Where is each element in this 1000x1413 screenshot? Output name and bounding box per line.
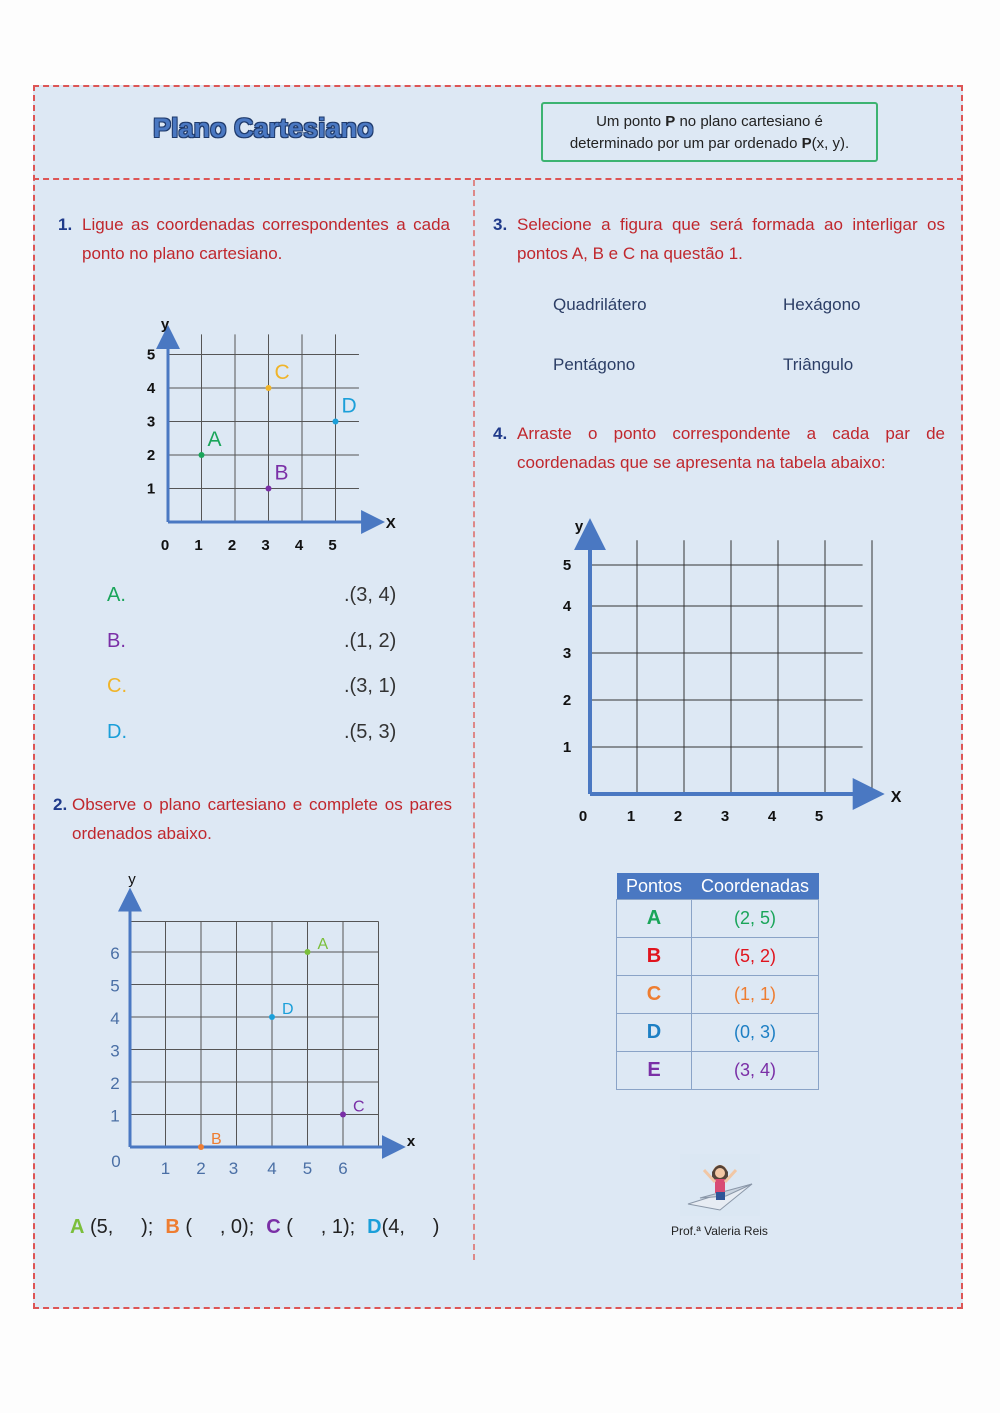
table-cell-point[interactable]: D: [617, 1014, 692, 1052]
table-row: [617, 1052, 819, 1090]
definition-box: Um ponto P no plano cartesiano é determinado por um par ordenado P(x, y).: [541, 102, 878, 162]
y-tick-label: 5: [146, 346, 156, 364]
point-d: [333, 419, 339, 425]
ordered-pair-value[interactable]: ( , 0);: [179, 1216, 255, 1238]
point-label-d: D: [341, 394, 357, 418]
y-tick-label: 1: [562, 739, 572, 756]
author-credit: Prof.ª Valeria Reis: [671, 1224, 768, 1238]
point-a: [305, 949, 311, 955]
table-row: [617, 900, 819, 938]
table-cell-coordinate: (0, 3): [692, 1014, 819, 1052]
point-label-b: B: [211, 1131, 222, 1148]
match-point-a[interactable]: A.: [107, 584, 126, 606]
x-tick-label: 4: [267, 1159, 277, 1178]
table-cell-point[interactable]: E: [617, 1052, 692, 1090]
table-row: [617, 976, 819, 1014]
x-tick-label: 5: [814, 808, 824, 825]
y-tick-label: 3: [110, 1041, 120, 1061]
y-tick-label: 2: [110, 1074, 120, 1093]
point-label-a: A: [317, 936, 329, 953]
point-d: [269, 1014, 275, 1020]
question-3: [493, 210, 945, 268]
table-header-pontos: Pontos: [617, 873, 692, 900]
y-tick-label: 4: [110, 1009, 120, 1028]
question-4-number: 4.: [493, 424, 508, 443]
y-tick-label: 3: [146, 413, 156, 431]
y-tick-label: 3: [562, 645, 572, 662]
question-1-text: Ligue as coordenadas correspondentes a cada ponto no plano cartesiano.: [82, 215, 450, 263]
question-1: [58, 210, 450, 268]
table-cell-point[interactable]: A: [617, 900, 692, 938]
q1-cartesian-plane: [130, 310, 410, 560]
match-coordinate[interactable]: .(3, 4): [344, 584, 397, 606]
table-cell-coordinate: (3, 4): [692, 1052, 819, 1090]
x-tick-label: 1: [194, 537, 203, 554]
x-axis-label: x: [406, 1133, 416, 1150]
ordered-pair-value[interactable]: (5, );: [84, 1216, 154, 1238]
ordered-pair-letter: D: [367, 1216, 382, 1238]
q2-cartesian-plane: [100, 870, 420, 1185]
question-2-number: 2.: [53, 795, 68, 814]
table-row: [617, 1014, 819, 1052]
y-tick-label: 6: [110, 944, 120, 963]
point-label-b: B: [274, 461, 289, 485]
question-2-text: Observe o plano cartesiano e complete os pares ordenados abaixo.: [72, 795, 452, 843]
coordinates-table: [616, 873, 819, 1090]
option-quadrilatero[interactable]: Quadrilátero: [553, 295, 647, 314]
x-axis-label: X: [890, 789, 902, 806]
y-tick-label: 4: [146, 380, 156, 397]
question-1-number: 1.: [58, 215, 73, 234]
y-tick-label: 2: [562, 692, 572, 709]
ordered-pair-letter: B: [165, 1216, 180, 1238]
x-tick-label: 3: [261, 537, 270, 554]
point-b: [198, 1144, 204, 1150]
column-divider: [473, 180, 475, 1260]
q4-cartesian-plane[interactable]: [550, 505, 900, 835]
x-axis-label: X: [385, 515, 396, 532]
table-cell-coordinate: (2, 5): [692, 900, 819, 938]
match-point-c[interactable]: C.: [107, 675, 127, 697]
ordered-pair-d[interactable]: [367, 1216, 439, 1238]
question-4: [493, 419, 945, 477]
ordered-pair-value[interactable]: ( , 1);: [280, 1216, 356, 1238]
x-tick-label: 3: [228, 1159, 239, 1178]
y-tick-label: 5: [562, 557, 572, 574]
y-axis-label: y: [128, 870, 136, 888]
ordered-pair-b[interactable]: [165, 1216, 254, 1238]
teacher-avatar: [680, 1154, 760, 1216]
x-tick-label: 0: [578, 808, 588, 825]
match-point-d[interactable]: D.: [107, 720, 127, 743]
table-header-coordenadas: Coordenadas: [692, 873, 819, 900]
table-row: [617, 938, 819, 976]
question-3-number: 3.: [493, 215, 508, 234]
point-label-a: A: [207, 428, 222, 451]
x-tick-label: 2: [227, 537, 237, 554]
x-tick-label: 1: [160, 1159, 171, 1178]
point-a: [199, 452, 205, 458]
question-2: [53, 790, 452, 848]
match-coordinate[interactable]: .(1, 2): [344, 629, 397, 652]
y-tick-label: 1: [146, 480, 156, 498]
ordered-pair-c[interactable]: [266, 1216, 355, 1238]
y-axis-label: y: [574, 518, 584, 536]
x-tick-label: 2: [196, 1159, 206, 1178]
y-tick-label: 4: [562, 598, 572, 615]
option-hexagono[interactable]: Hexágono: [783, 295, 861, 314]
y-tick-label: 5: [110, 976, 120, 996]
x-tick-label: 6: [338, 1159, 348, 1178]
match-point-b[interactable]: B.: [107, 629, 126, 652]
point-label-c: C: [353, 1098, 365, 1116]
x-tick-label: 5: [328, 537, 337, 554]
x-tick-label: 3: [720, 808, 730, 825]
match-coordinate[interactable]: .(5, 3): [344, 720, 397, 743]
table-cell-coordinate: (5, 2): [692, 938, 819, 976]
q2-ordered-pairs: [70, 1216, 451, 1239]
table-cell-coordinate: (1, 1): [692, 976, 819, 1014]
header-divider: [33, 178, 963, 180]
question-3-text: Selecione a figura que será formada ao interligar os pontos A, B e C na questão 1.: [517, 215, 945, 263]
y-tick-label: 1: [110, 1106, 120, 1126]
ordered-pair-a[interactable]: [70, 1216, 153, 1238]
x-tick-label: 2: [673, 808, 683, 825]
table-cell-point[interactable]: B: [617, 938, 692, 976]
x-tick-label: 1: [626, 808, 636, 825]
option-triangulo[interactable]: Triângulo: [783, 355, 854, 374]
y-axis-label: y: [160, 316, 170, 333]
ordered-pair-letter: C: [266, 1216, 281, 1238]
point-c: [340, 1112, 346, 1118]
point-label-c: C: [274, 361, 290, 384]
ordered-pair-value[interactable]: (4, ): [381, 1216, 440, 1238]
y-tick-label: 2: [146, 447, 156, 464]
match-coordinate[interactable]: .(3, 1): [344, 675, 397, 697]
x-tick-label: 5: [302, 1159, 313, 1178]
x-tick-label: 4: [294, 537, 304, 554]
origin-label: 0: [111, 1152, 121, 1171]
page-title: Plano Cartesiano: [153, 113, 374, 143]
option-pentagono[interactable]: Pentágono: [553, 355, 636, 374]
table-cell-point[interactable]: C: [617, 976, 692, 1014]
x-tick-label: 4: [767, 808, 777, 825]
x-tick-label: 0: [160, 537, 170, 554]
point-b: [266, 486, 272, 492]
ordered-pair-letter: A: [70, 1216, 85, 1238]
point-label-d: D: [282, 1001, 294, 1018]
point-c: [266, 385, 272, 391]
question-4-text: Arraste o ponto correspondente a cada par de coordenadas que se apresenta na tabela abaixo:: [517, 424, 945, 472]
